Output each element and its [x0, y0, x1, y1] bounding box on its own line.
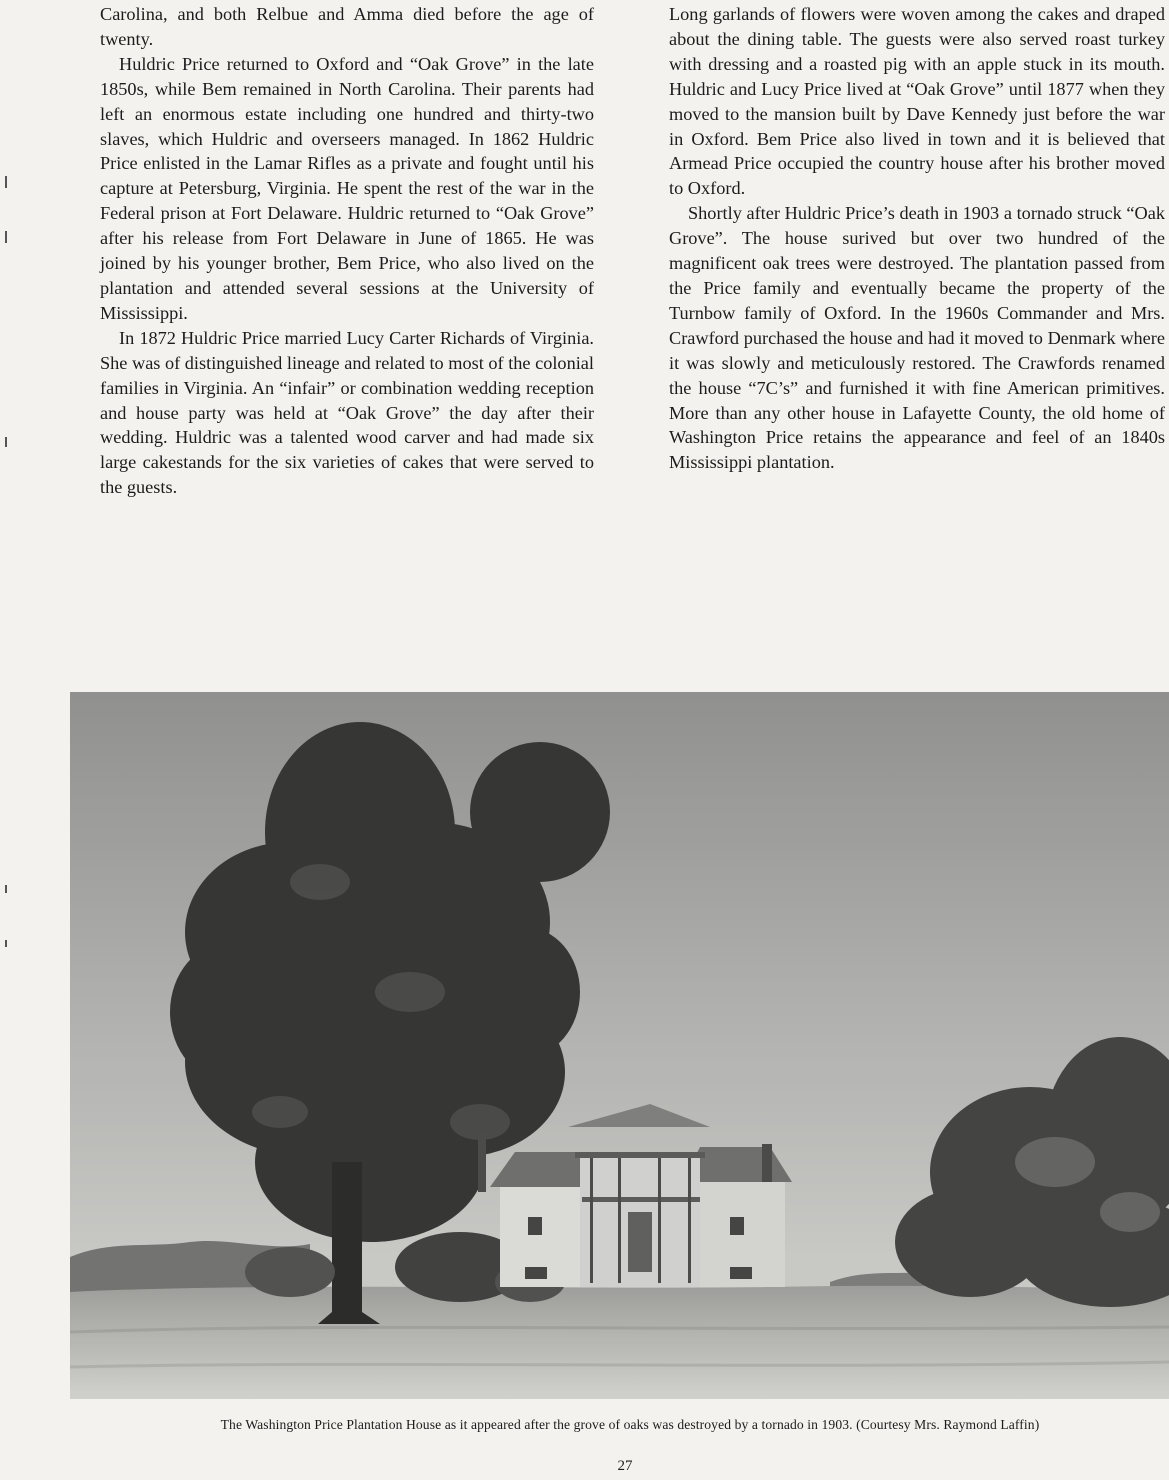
paragraph: Long garlands of flowers were woven among the cakes and draped about the dining table. The guests were also served roast turkey with dressing and a roasted pig with an apple stuck in its mouth. Huldric and Lucy Price lived at “Oak Grove” until 1877 when they moved to the mansion built by Dave Kennedy just before the war in Oxford. Bem Price also lived in town and it is believed that Armead Price occupied the country house after his brother moved to Oxford. [669, 4, 1165, 199]
paragraph: Carolina, and both Relbue and Amma died before the age of twenty. [100, 4, 594, 49]
plantation-house-photo [70, 692, 1169, 1399]
page-number: 27 [617, 1458, 633, 1474]
scan-margin-mark [5, 231, 7, 243]
scan-margin-mark [5, 176, 7, 188]
paragraph: Huldric Price returned to Oxford and “Oak Grove” in the late 1850s, while Bem remained in North Carolina. Their parents had left an enormous estate including one hundred and thirty-two slaves, which Huldric and overseers managed. In 1862 Huldric Price enlisted in the Lamar Rifles as a private and fought until his capture at Petersburg, Virginia. He spent the rest of the war in the Federal prison at Fort Delaware. Huldric returned to “Oak Grove” after his release from Fort Delaware in June of 1865. He was joined by his younger brother, Bem Price, who also lived on the plantation and attended several sessions at the University of Mississippi. [100, 53, 594, 323]
scan-margin-mark [5, 437, 7, 447]
scan-margin-mark [5, 940, 7, 947]
photo-illustration [70, 692, 1169, 1399]
photo-caption: The Washington Price Plantation House as it appeared after the grove of oaks was destroyed by a tornado in 1903. (Courtesy Mrs. Raymond Laffin) [220, 1417, 1040, 1432]
paragraph: Shortly after Huldric Price’s death in 1903 a tornado struck “Oak Grove”. The house surived but over two hundred of the magnificent oak trees were destroyed. The plantation passed from the Price family and eventually became the property of the Turnbow family of Oxford. In the 1960s Commander and Mrs. Crawford purchased the house and had it moved to Denmark where it was slowly and meticulously restored. The Crawfords renamed the house “7C’s” and furnished it with fine American primitives. More than any other house in Lafayette County, the old home of Washington Price retains the appearance and feel of an 1840s Mississippi plantation. [669, 203, 1165, 473]
paragraph: In 1872 Huldric Price married Lucy Carter Richards of Virginia. She was of distinguished lineage and related to most of the colonial families in Virginia. An “infair” or combination wedding reception and house party was held at “Oak Grove” the day after their wedding. Huldric was a talented wood carver and had made six large cakestands for the six varieties of cakes that were served to the guests. [100, 327, 594, 498]
right-text-column [669, 2, 1165, 475]
scan-margin-mark [5, 885, 7, 893]
left-text-column [100, 2, 594, 500]
